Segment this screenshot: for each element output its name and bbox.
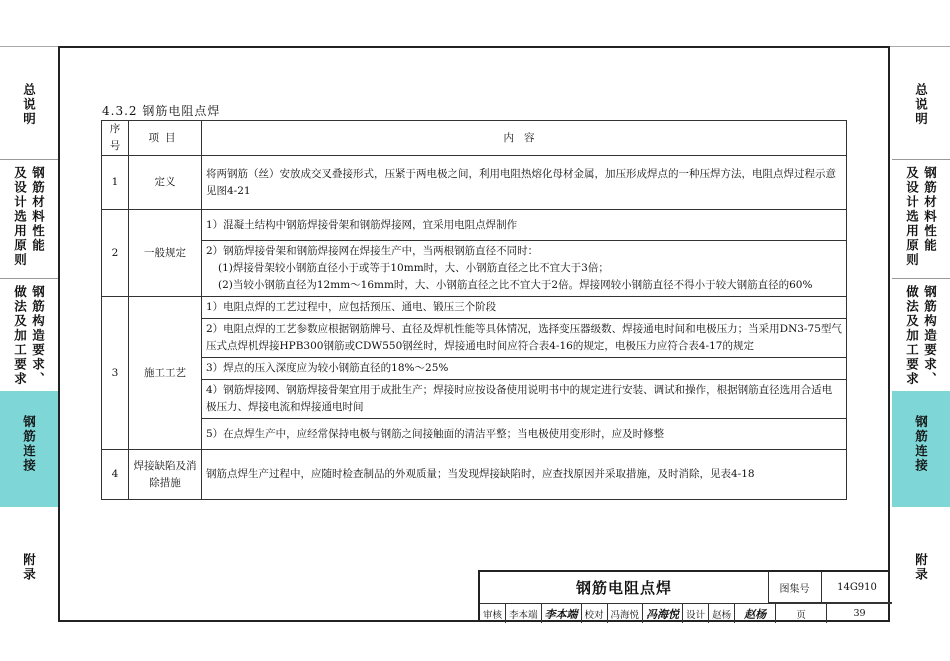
row-content: 5）在点焊生产中，应经常保持电极与钢筋之间接触面的清洁平整；当电极使用变形时，应及时修整: [202, 419, 847, 450]
tab-label: 做法及加工要求: [12, 285, 28, 387]
spot-welding-table: [101, 120, 847, 500]
atlas-label: 图集号: [768, 572, 822, 603]
row-item: 施工工艺: [129, 297, 202, 450]
table-row: [102, 450, 847, 500]
row-item: 定义: [129, 156, 202, 210]
table-header-row: [102, 121, 847, 156]
title-block: [478, 570, 890, 622]
designer-signature: 赵杨: [735, 604, 776, 623]
table-row: [102, 380, 847, 419]
reviewer-name: 李本端: [506, 604, 542, 623]
checker-signature: 冯海悦: [643, 604, 683, 623]
tab-label: 钢筋材料性能: [30, 166, 46, 253]
tab-label: 钢筋材料性能: [922, 166, 938, 253]
sidebar-tab-appendix[interactable]: [0, 547, 58, 607]
tab-label: 附录: [913, 553, 929, 582]
tab-label: 钢筋连接: [21, 415, 37, 473]
checker-name: 冯海悦: [608, 604, 644, 623]
reviewer-signature: 李本端: [542, 604, 582, 623]
designer-name: 赵杨: [709, 604, 735, 623]
table-row: [102, 210, 847, 241]
reviewer-label: 审核: [480, 604, 506, 623]
row-content: 4）钢筋焊接网、钢筋焊接骨架宜用于成批生产；焊接时应按设备使用说明书中的规定进行安装、调试和操作，根据钢筋直径选用合适电极压力、焊接电流和焊接通电时间: [202, 380, 847, 419]
designer-label: 设计: [683, 604, 709, 623]
left-sidebar: [0, 47, 58, 622]
sidebar-tab-connection[interactable]: [892, 391, 950, 507]
page-number: 39: [853, 608, 866, 619]
drawing-title: 钢筋电阻点焊: [480, 572, 769, 603]
sidebar-tab-materials[interactable]: [0, 160, 58, 278]
row-content-line: (1)焊接骨架较小钢筋直径小于或等于10mm时，大、小钢筋直径之比不宜大于3倍；: [218, 262, 609, 274]
table-row: [102, 241, 847, 297]
sidebar-tab-detailing[interactable]: [892, 279, 950, 391]
row-no: 2: [102, 210, 129, 297]
atlas-number: 14G910: [822, 572, 892, 603]
row-content: 将两钢筋（丝）安放成交叉叠接形式，压紧于两电极之间，利用电阻热熔化母材金属，加压形成焊点的一种压焊方法，电阻点焊过程示意见图4-21: [202, 156, 847, 210]
header-item: 项目: [129, 121, 202, 156]
tab-label: 做法及加工要求: [904, 285, 920, 387]
signature-row: [480, 603, 892, 623]
tab-label: 总说明: [913, 83, 929, 127]
row-content-line: (2)当较小钢筋直径为12mm～16mm时，大、小钢筋直径之比不宜大于2倍。焊接网较小钢筋直径不得小于较大钢筋直径的60%: [218, 279, 813, 291]
table-row: [102, 419, 847, 450]
table-row: [102, 319, 847, 358]
row-no: 3: [102, 297, 129, 450]
table-row: [102, 297, 847, 319]
row-content-line: 2）钢筋焊接骨架和钢筋焊接网在焊接生产中，当两根钢筋直径不同时：: [206, 245, 539, 257]
row-content: 3）焊点的压入深度应为较小钢筋直径的18%～25%: [202, 358, 847, 380]
tab-label: 总说明: [21, 83, 37, 127]
row-no: 1: [102, 156, 129, 210]
header-no: 序号: [102, 121, 129, 156]
tab-label: 钢筋构造要求、: [30, 285, 46, 387]
table-row: [102, 358, 847, 380]
checker-label: 校对: [582, 604, 608, 623]
tab-label: 钢筋连接: [913, 415, 929, 473]
tab-label: 附录: [21, 553, 37, 582]
sidebar-tab-appendix[interactable]: [892, 547, 950, 607]
sidebar-tab-detailing[interactable]: [0, 279, 58, 391]
tab-label: 钢筋构造要求、: [922, 285, 938, 387]
row-content: [202, 241, 847, 297]
table-row: [102, 156, 847, 210]
row-item: 焊接缺陷及消除措施: [129, 450, 202, 500]
section-title: 4.3.2 钢筋电阻点焊: [102, 104, 221, 118]
tab-label: 及设计选用原则: [12, 166, 28, 268]
sidebar-tab-connection[interactable]: [0, 391, 58, 507]
row-content: 钢筋点焊生产过程中，应随时检查制品的外观质量；当发现焊接缺陷时，应查找原因并采取措施，及时消除，见表4-18: [202, 450, 847, 500]
row-no: 4: [102, 450, 129, 500]
header-content: 内容: [202, 121, 847, 156]
row-item: 一般规定: [129, 210, 202, 297]
row-content: 1）电阻点焊的工艺过程中，应包括预压、通电、锻压三个阶段: [202, 297, 847, 319]
page-label: 页: [776, 604, 827, 623]
right-sidebar: [892, 47, 950, 622]
sidebar-tab-materials[interactable]: [892, 160, 950, 278]
tab-label: 及设计选用原则: [904, 166, 920, 268]
row-content: 2）电阻点焊的工艺参数应根据钢筋牌号、直径及焊机性能等具体情况，选择变压器级数、焊接通电时间和电极压力；当采用DN3-75型气压式点焊机焊接HPB300钢筋或CDW550钢丝时，焊接通电时间应符合表4-16的规定，电极压力应符合表4-17的规定: [202, 319, 847, 358]
row-content: 1）混凝土结构中钢筋焊接骨架和钢筋焊接网，宜采用电阻点焊制作: [202, 210, 847, 241]
